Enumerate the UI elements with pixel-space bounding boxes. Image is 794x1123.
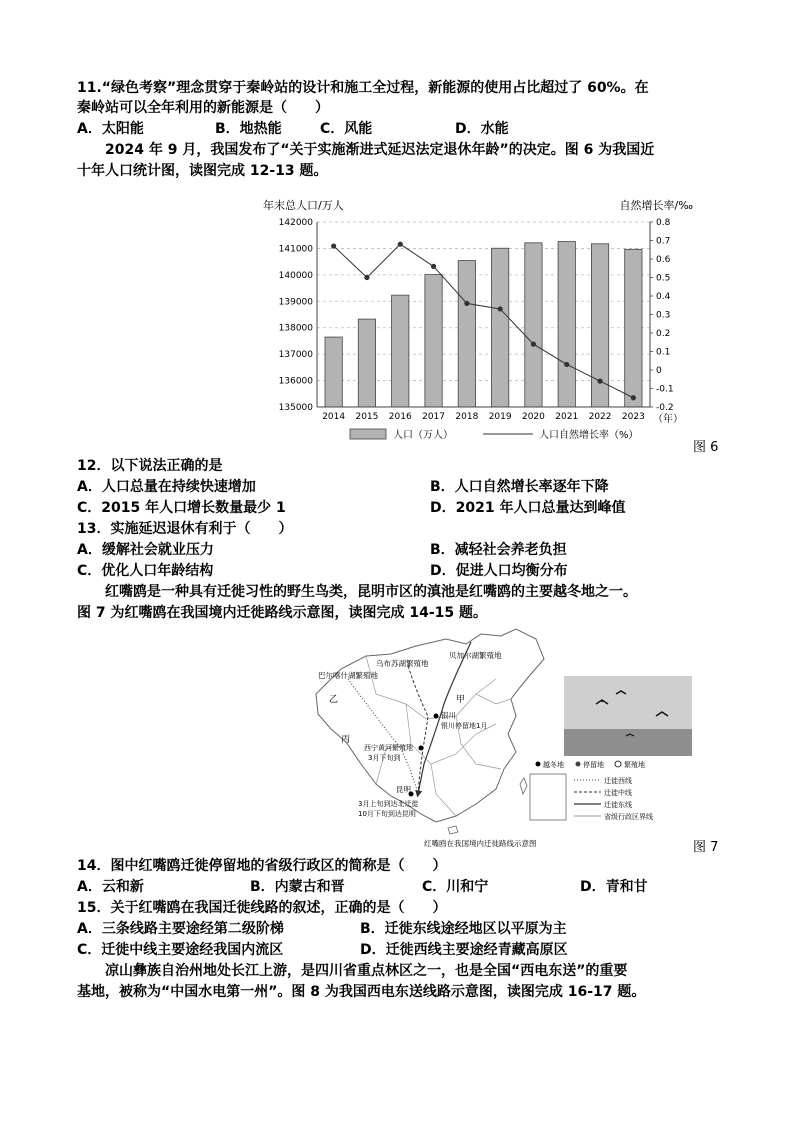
legend-bar-swatch (350, 429, 386, 439)
x-tick-label: 2016 (388, 412, 412, 422)
y2-tick-label: 0.5 (656, 273, 671, 284)
intro-14-line1: 红嘴鸥是一种具有迁徙习性的野生鸟类，昆明市区的滇池是红嘴鸥的主要越冬地之一。 (105, 584, 637, 600)
legend-line-label: 人口自然增长率（%） (539, 430, 639, 441)
y-tick-label: 138000 (278, 323, 313, 334)
taiwan-island (520, 778, 527, 794)
q11-option-a: A．太阳能 (77, 121, 144, 137)
bar-2015 (358, 319, 375, 407)
place-kunming: 昆明 (396, 785, 411, 794)
x-tick-label: 2017 (422, 412, 446, 422)
growth-point-2018 (464, 301, 469, 306)
intro-14-line2: 图 7 为红嘴鸥在我国境内迁徙路线示意图，读图完成 14-15 题。 (77, 605, 488, 621)
legend-east: 迁徙东线 (604, 801, 632, 809)
legend-breed: 繁殖地 (624, 761, 645, 769)
q15-option-a: A．三条线路主要途经第二级阶梯 (77, 921, 284, 937)
q13-option-b: B．减轻社会养老负担 (430, 542, 567, 558)
legend-stop-dot (576, 762, 581, 767)
y2-tick-label: 0.8 (656, 218, 671, 228)
q14-option-d: D．青和甘 (580, 879, 648, 895)
q11-option-b: B．地热能 (215, 121, 282, 137)
right-axis-title: 自然增长率/‰ (619, 199, 693, 212)
intro-16-line1: 凉山彝族自治州地处长江上游，是四川省重点林区之一，也是全国“西电东送”的重要 (105, 963, 628, 979)
growth-point-2022 (597, 379, 602, 384)
label-jia: 甲 (456, 695, 466, 705)
y2-tick-label: 0.7 (656, 236, 671, 247)
q14-stem: 14．图中红嘴鸥迁徙停留地的省级行政区的简称是（ ） (77, 858, 447, 874)
legend-border: 省级行政区界线 (604, 813, 653, 821)
y2-tick-label: 0 (656, 366, 662, 376)
place-uvs: 乌布苏湖繁殖地 (376, 659, 429, 668)
legend-bar-label: 人口（万人） (393, 430, 453, 441)
q15-option-b: B．迁徙东线途经地区以平原为主 (360, 921, 567, 937)
legend-winter: 越冬地 (543, 761, 564, 769)
xining-dot (419, 746, 424, 751)
q14-option-a: A．云和新 (77, 879, 144, 895)
place-balkhash: 巴尔喀什湖繁殖地 (318, 671, 378, 680)
figure-6-label: 图 6 (693, 440, 719, 455)
figure-7-label: 图 7 (693, 840, 719, 855)
q13-option-c: C．优化人口年龄结构 (77, 563, 214, 579)
place-yinchuan-stop: 银川停留地1月 (441, 722, 488, 730)
label-bing: 丙 (341, 735, 351, 745)
bar-2023 (625, 249, 642, 407)
intro-12-line2: 十年人口统计图，读图完成 12-13 题。 (77, 163, 328, 179)
arrive-time-2: 10月下旬到达昆明 (358, 810, 416, 818)
q13-option-d: D．促进人口均衡分布 (430, 563, 568, 579)
x-tick-label: 2015 (355, 412, 379, 422)
migration-mid-route (408, 666, 428, 794)
q11-option-d: D．水能 (455, 121, 509, 137)
bar-2019 (491, 248, 508, 407)
y-tick-label: 136000 (278, 376, 313, 387)
bar-2017 (425, 275, 442, 407)
q12-option-c: C．2015 年人口增长数量最少 1 (77, 500, 286, 516)
china-outline (316, 629, 544, 822)
gull-photo-water (564, 729, 692, 756)
y2-tick-label: 0.1 (656, 347, 671, 358)
province-borders (366, 656, 511, 816)
growth-point-2015 (364, 275, 369, 280)
legend-breed-dot (615, 761, 621, 767)
growth-point-2016 (398, 242, 403, 247)
place-xining: 西宁黄河繁殖地 (364, 744, 413, 752)
legend-stop: 停留地 (583, 761, 604, 769)
legend-mid: 迁徙中线 (604, 789, 632, 797)
y2-tick-label: 0.6 (656, 255, 671, 265)
q15-option-d: D．迁徙西线主要途经青藏高原区 (360, 942, 568, 958)
y2-tick-label: 0.4 (656, 292, 671, 302)
q11-option-c: C．风能 (320, 121, 373, 137)
population-chart (255, 192, 705, 447)
q11-stem-line1: 11.“绿色考察”理念贯穿于秦岭站的设计和施工全过程，新能源的使用占比超过了 60%。在 (77, 80, 649, 96)
x-tick-label: 2020 (521, 412, 545, 422)
bar-2016 (392, 295, 409, 407)
q15-stem: 15．关于红嘴鸥在我国迁徙线路的叙述，正确的是（ ） (77, 900, 447, 916)
map-caption: 红嘴鸥在我国境内迁徙路线示意图 (424, 839, 537, 848)
x-tick-label: 2023 (621, 412, 645, 422)
y2-tick-label: 0.3 (656, 310, 671, 321)
y-tick-label: 141000 (278, 244, 313, 255)
x-tick-label: 2021 (555, 412, 579, 422)
bar-2020 (525, 243, 542, 407)
y-tick-label: 142000 (278, 218, 313, 228)
y2-tick-label: 0.2 (656, 329, 671, 339)
growth-point-2014 (331, 243, 336, 248)
growth-point-2021 (564, 362, 569, 367)
place-xining-time: 3月下旬到 (368, 754, 401, 762)
bar-2014 (325, 337, 342, 407)
place-yinchuan: 银川 (441, 711, 456, 720)
left-axis-title: 年末总人口/万人 (263, 199, 344, 212)
legend-winter-dot (536, 762, 541, 767)
q11-stem-line2: 秦岭站可以全年利用的新能源是（ ） (77, 100, 329, 116)
x-tick-label: 2019 (488, 412, 512, 422)
x-tick-label: 2014 (322, 412, 346, 422)
y-tick-label: 140000 (278, 270, 313, 281)
growth-point-2020 (531, 342, 536, 347)
hainan-island (448, 826, 458, 834)
q12-option-b: B．人口自然增长率逐年下降 (430, 479, 609, 495)
growth-point-2019 (498, 306, 503, 311)
arrive-time-1: 3月上旬到达北迁徙 (358, 800, 419, 808)
growth-point-2023 (631, 395, 636, 400)
y2-tick-label: -0.2 (656, 403, 674, 413)
y-tick-label: 139000 (278, 297, 313, 308)
bar-2021 (558, 242, 575, 407)
place-baikal: 贝加尔湖繁殖地 (449, 651, 502, 660)
growth-rate-line (334, 244, 634, 398)
label-yi: 乙 (329, 695, 339, 705)
south-sea-inset (530, 774, 566, 820)
q14-option-b: B．内蒙古和晋 (250, 879, 345, 895)
intro-16-line2: 基地，被称为“中国水电第一州”。图 8 为我国西电东送线路示意图，读图完成 16-17 题。 (77, 984, 646, 1000)
q13-stem: 13．实施延迟退休有利于（ ） (77, 521, 293, 537)
y2-tick-label: -0.1 (656, 384, 674, 395)
x-tick-label: 2022 (588, 412, 612, 422)
x-tick-label: 2018 (455, 412, 479, 422)
q12-stem: 12．以下说法正确的是 (77, 458, 223, 474)
yinchuan-dot (434, 714, 439, 719)
legend-west: 迁徙西线 (604, 777, 632, 785)
q12-option-a: A．人口总量在持续快速增加 (77, 479, 256, 495)
bar-2018 (458, 261, 475, 407)
q13-option-a: A．缓解社会就业压力 (77, 542, 214, 558)
growth-point-2017 (431, 264, 436, 269)
q14-option-c: C．川和宁 (422, 879, 489, 895)
y-tick-label: 137000 (278, 350, 313, 361)
intro-12-line1: 2024 年 9 月，我国发布了“关于实施渐进式延迟法定退休年龄”的决定。图 6 为我国近 (105, 142, 655, 158)
x-unit: （年） (653, 414, 683, 425)
q12-option-d: D．2021 年人口总量达到峰值 (430, 500, 626, 516)
migration-map (296, 624, 696, 849)
y-tick-label: 135000 (278, 403, 313, 413)
q15-option-c: C．迁徙中线主要途经我国内流区 (77, 942, 284, 958)
